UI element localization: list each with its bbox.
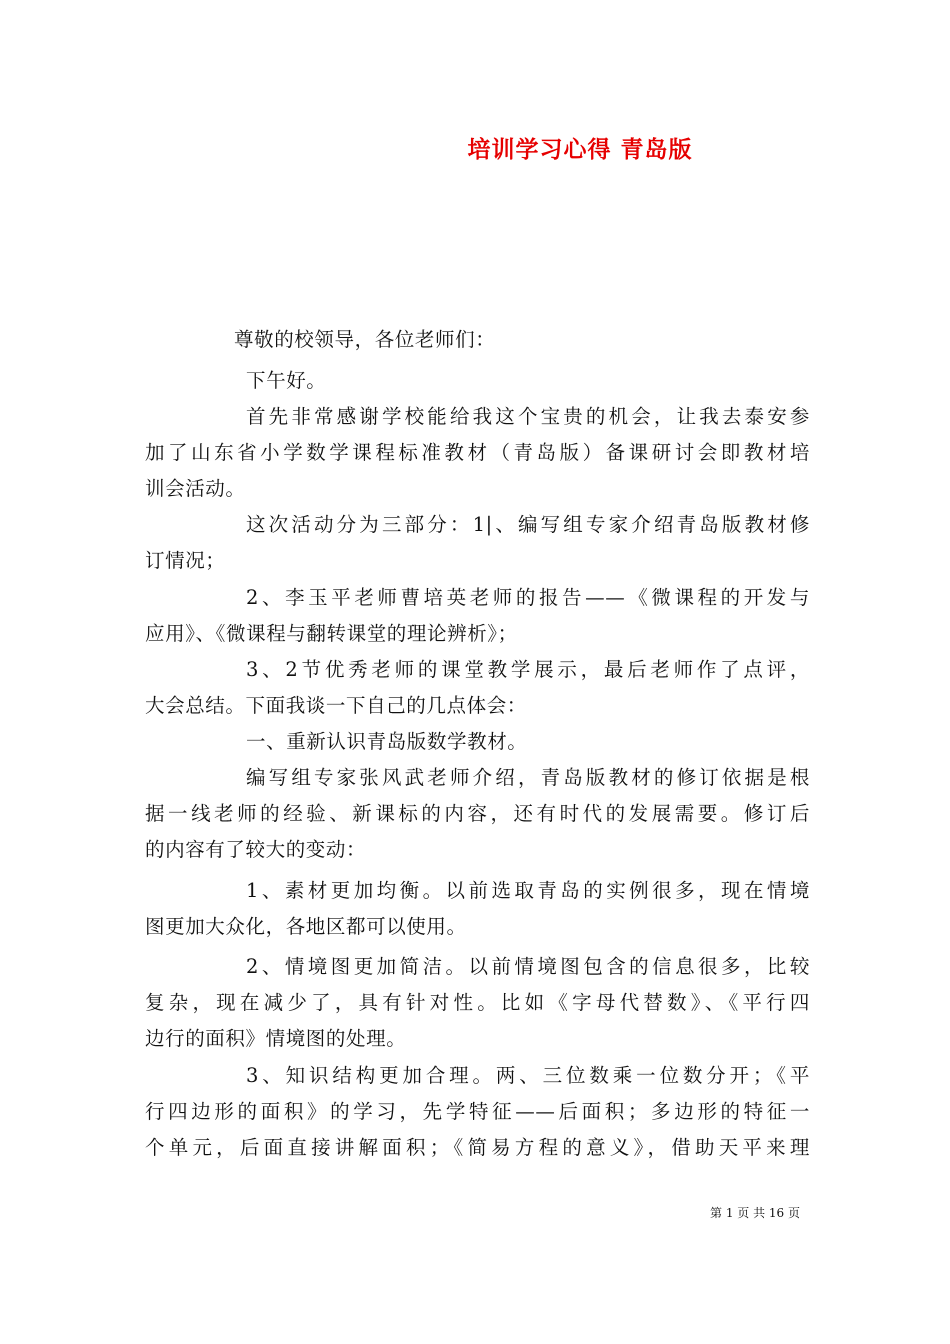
paragraph-line: 应用》、《微课程与翻转课堂的理论辨析》； — [145, 622, 518, 645]
paragraph-line: 首先非常感谢学校能给我这个宝贵的机会，让我去泰安参 — [246, 405, 810, 428]
page-title: 培训学习心得 青岛版 — [467, 136, 693, 163]
paragraph-line: 加了山东省小学数学课程标准教材（青岛版）备课研讨会即教材培 — [145, 441, 810, 464]
page-number: 第 1 页 共 16 页 — [710, 1206, 800, 1220]
paragraph-line: 这次活动分为三部分：1|、编写组专家介绍青岛版教材修 — [246, 513, 810, 536]
greeting-line: 尊敬的校领导，各位老师们： — [234, 328, 496, 351]
paragraph-line: 编写组专家张风武老师介绍，青岛版教材的修订依据是根 — [246, 766, 810, 789]
section-heading: 一、重新认识青岛版数学教材。 — [246, 730, 528, 753]
paragraph-line: 大会总结。下面我谈一下自己的几点体会： — [145, 694, 527, 717]
paragraph-line: 训会活动。 — [145, 477, 246, 500]
paragraph-line: 2、情境图更加简洁。以前情境图包含的信息很多，比较 — [246, 955, 810, 978]
paragraph-line: 图更加大众化，各地区都可以使用。 — [145, 915, 467, 938]
paragraph-line: 3、2节优秀老师的课堂教学展示，最后老师作了点评， — [246, 658, 810, 681]
paragraph-line: 1、素材更加均衡。以前选取青岛的实例很多，现在情境 — [246, 879, 810, 902]
paragraph-line: 个单元，后面直接讲解面积；《简易方程的意义》，借助天平来理 — [145, 1136, 810, 1159]
paragraph-line: 的内容有了较大的变动： — [145, 838, 367, 861]
paragraph-line: 3、知识结构更加合理。两、三位数乘一位数分开；《平 — [246, 1064, 810, 1087]
paragraph-line: 2、李玉平老师曹培英老师的报告——《微课程的开发与 — [246, 586, 810, 609]
paragraph-line: 行四边形的面积》的学习，先学特征——后面积；多边形的特征一 — [145, 1100, 810, 1123]
paragraph-line: 复杂，现在减少了，具有针对性。比如《字母代替数》、《平行四 — [145, 991, 810, 1014]
paragraph-line: 订情况； — [145, 549, 226, 572]
paragraph-line: 边行的面积》情境图的处理。 — [145, 1027, 407, 1050]
paragraph-line: 下午好。 — [246, 369, 327, 392]
paragraph-line: 据一线老师的经验、新课标的内容，还有时代的发展需要。修订后 — [145, 802, 810, 825]
